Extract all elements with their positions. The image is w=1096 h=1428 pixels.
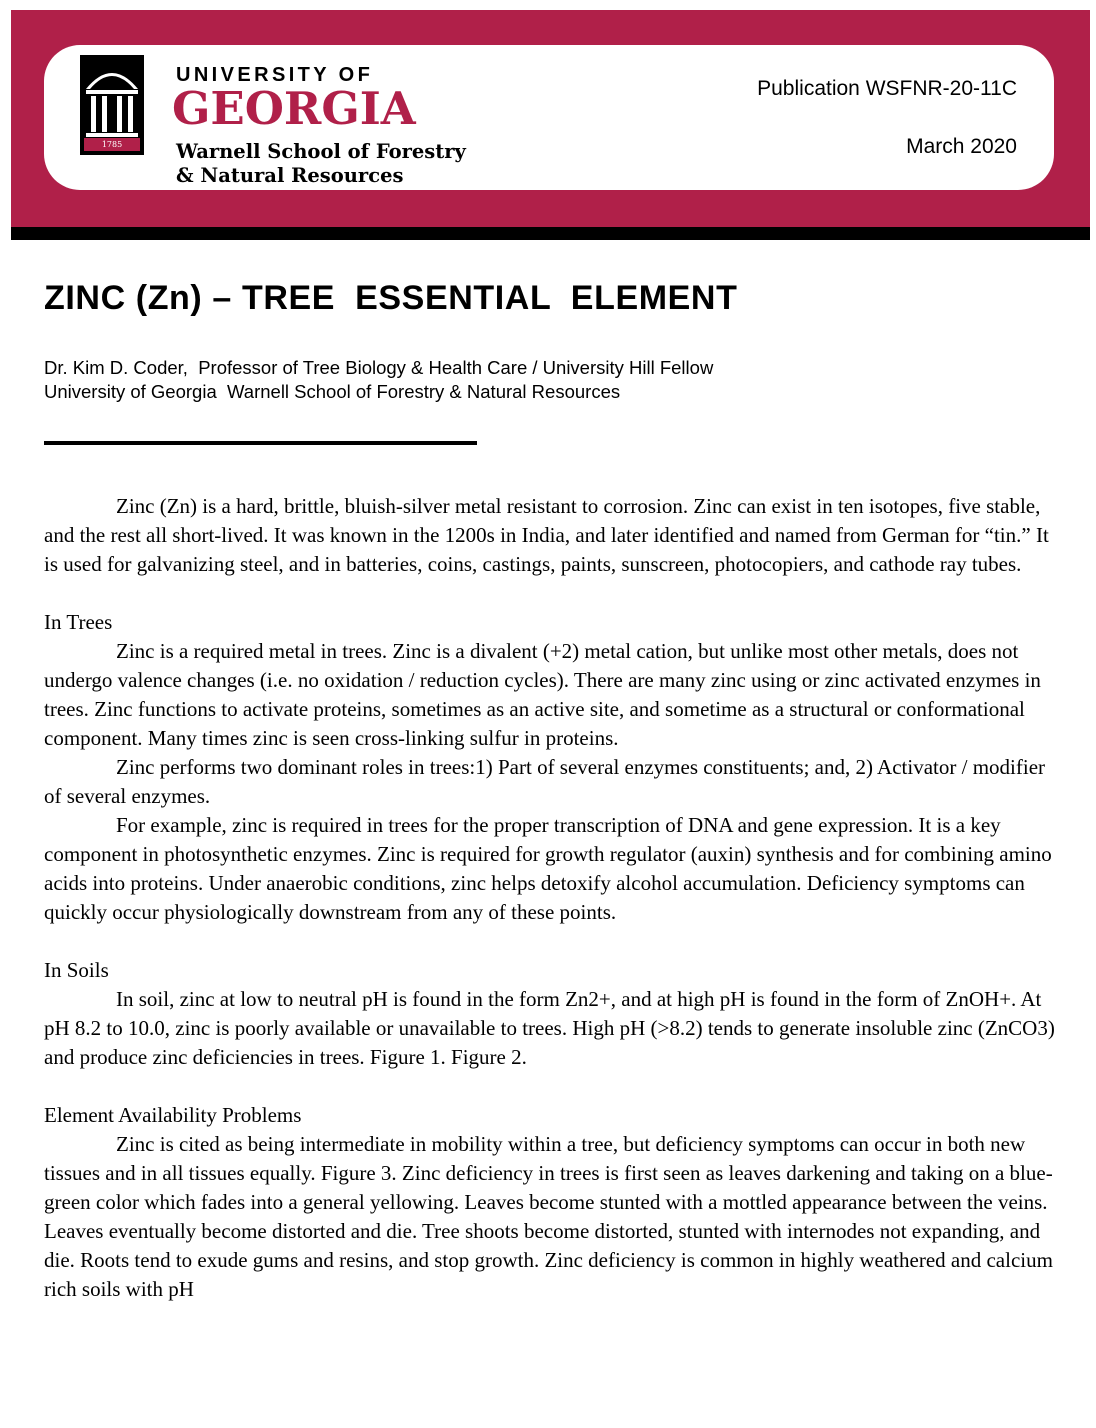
section-heading-availability: Element Availability Problems bbox=[44, 1103, 302, 1127]
logo-university-of: UNIVERSITY OF bbox=[176, 64, 374, 86]
trees-paragraph-3: For example, zinc is required in trees for the proper transcription of DNA and gene expression. It is a key component in photosynthetic enzymes. Zinc is required for growth regulator (auxin) synthesis and for combining amino acids into proteins. Under anaerobic conditions, zinc helps detoxify alcohol accumulation. Deficiency symptoms can quickly occur physiologically downstream from any of these points. bbox=[44, 813, 1052, 924]
paragraph-gap bbox=[44, 579, 1056, 608]
title-divider bbox=[44, 441, 477, 445]
trees-paragraph-1: Zinc is a required metal in trees. Zinc is a divalent (+2) metal cation, but unlike most other metals, does not undergo valence changes (i.e. no oxidation / reduction cycles). There are many zinc using or zinc activated enzymes in trees. Zinc functions to activate proteins, sometimes as an active site, and sometime as a structural or conformational component. Many times zinc is seen cross-linking sulfur in proteins. bbox=[44, 639, 1041, 750]
section-heading-trees: In Trees bbox=[44, 610, 113, 634]
logo-georgia: GEORGIA bbox=[172, 82, 416, 135]
paragraph-gap bbox=[44, 927, 1056, 956]
logo-school-line1: Warnell School of Forestry bbox=[176, 140, 466, 163]
page-title: ZINC (Zn) – TREE ESSENTIAL ELEMENT bbox=[44, 279, 738, 317]
publication-date: March 2020 bbox=[906, 135, 1017, 158]
logo-school-name bbox=[176, 140, 466, 188]
author-affiliation: University of Georgia Warnell School of Forestry & Natural Resources bbox=[44, 381, 621, 402]
publication-number: Publication WSFNR-20-11C bbox=[757, 77, 1017, 100]
header-bottom-bar bbox=[11, 227, 1090, 240]
logo-school-line2: & Natural Resources bbox=[176, 164, 404, 187]
availability-paragraph-1: Zinc is cited as being intermediate in mobility within a tree, but deficiency symptoms can occur in both new tissues and in all tissues equally. Figure 3. Zinc deficiency in trees is first seen as leaves darkening and taking on a blue-green color which fades into a general yellowing. Leaves become stunted with a mottled appearance between the veins. Leaves eventually become distorted and die. Tree shoots become distorted, stunted with internodes not expanding, and die. Roots tend to exude gums and resins, and stop growth. Zinc deficiency is common in highly weathered and calcium rich soils with pH bbox=[44, 1132, 1053, 1301]
trees-paragraph-2: Zinc performs two dominant roles in trees:1) Part of several enzymes constituents; and, 2) Activator / modifier of several enzymes. bbox=[44, 755, 1046, 808]
document-body bbox=[44, 492, 1056, 1304]
paragraph-gap bbox=[44, 1072, 1056, 1101]
intro-paragraph: Zinc (Zn) is a hard, brittle, bluish-silver metal resistant to corrosion. Zinc can exist in ten isotopes, five stable, and the rest all short-lived. It was known in the 1200s in India, and later identified and named from German for “tin.” It is used for galvanizing steel, and in batteries, coins, castings, paints, sunscreen, photocopiers, and cathode ray tubes. bbox=[44, 494, 1049, 576]
section-heading-soils: In Soils bbox=[44, 958, 109, 982]
soils-paragraph-1: In soil, zinc at low to neutral pH is found in the form Zn2+, and at high pH is found in the form of ZnOH+. At pH 8.2 to 10.0, zinc is poorly available or unavailable to trees. High pH (>8.2) tends to generate insoluble zinc (ZnCO3) and produce zinc deficiencies in trees. Figure 1. Figure 2. bbox=[44, 987, 1055, 1069]
logo-year: 1785 bbox=[101, 140, 123, 149]
author-line: Dr. Kim D. Coder, Professor of Tree Biology & Health Care / University Hill Fellow bbox=[44, 357, 714, 378]
